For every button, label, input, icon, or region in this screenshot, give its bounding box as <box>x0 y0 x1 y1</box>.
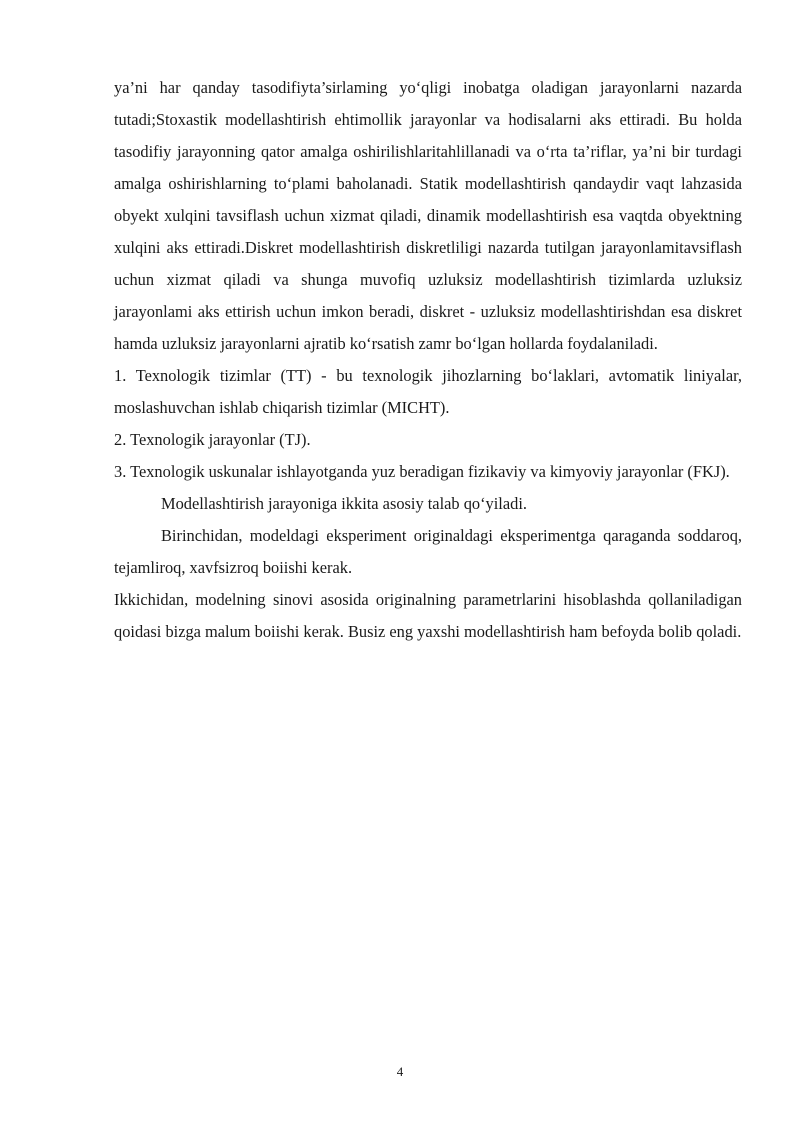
document-body <box>114 72 742 648</box>
paragraph-second-requirement: Ikkichidan, modelning sinovi asosida originalning parametrlarini hisoblashda qollaniladigan qoidasi bizga malum boiishi kerak. Busiz eng yaxshi modellashtirish ham befoyda bolib qoladi. <box>114 590 742 641</box>
list-item-technological-processes: 2. Texnologik jarayonlar (TJ). <box>114 430 311 449</box>
list-item-physical-chemical-processes: 3. Texnologik uskunalar ishlayotganda yuz beradigan fizikaviy va kimyoviy jarayonlar (FKJ). <box>114 462 730 481</box>
page-number: 4 <box>396 1064 404 1079</box>
paragraph-first-requirement: Birinchidan, modeldagi eksperiment originaldagi eksperimentga qaraganda soddaroq, tejamliroq, xavfsizroq boiishi kerak. <box>114 526 742 577</box>
list-item-technological-systems: 1. Texnologik tizimlar (TT) - bu texnologik jihozlarning bo‘laklari, avtomatik liniyalar, moslashuvchan ishlab chiqarish tizimlar (MICHT). <box>114 366 742 417</box>
paragraph-model-types: ya’ni har qanday tasodifiyta’sirlaming yo‘qligi inobatga oladigan jarayonlarni nazarda tutadi;Stoxastik modellashtirish ehtimollik jarayonlar va hodisalarni aks ettiradi. Bu holda tasodifiy jarayonning qator amalga oshirilishlaritahlillanadi va o‘rta ta’riflar, ya’ni bir turdagi amalga oshirishlarning to‘plami baholanadi. Statik modellashtirish qandaydir vaqt lahzasida obyekt xulqini tavsiflash uchun xizmat qiladi, dinamik modellashtirish esa vaqtda obyektning xulqini aks ettiradi.Diskret modellashtirish diskretliligi nazarda tutilgan jarayonlamitavsiflash uchun xizmat qiladi va shunga muvofiq uzluksiz modellashtirish tizimlarda uzluksiz jarayonlami aks ettirish uchun imkon beradi, diskret - uzluksiz modellashtirishdan esa diskret hamda uzluksiz jarayonlarni ajratib ko‘rsatish zamr bo‘lgan hollarda foydalaniladi. <box>114 78 742 353</box>
paragraph-two-requirements: Modellashtirish jarayoniga ikkita asosiy talab qo‘yiladi. <box>161 494 527 513</box>
